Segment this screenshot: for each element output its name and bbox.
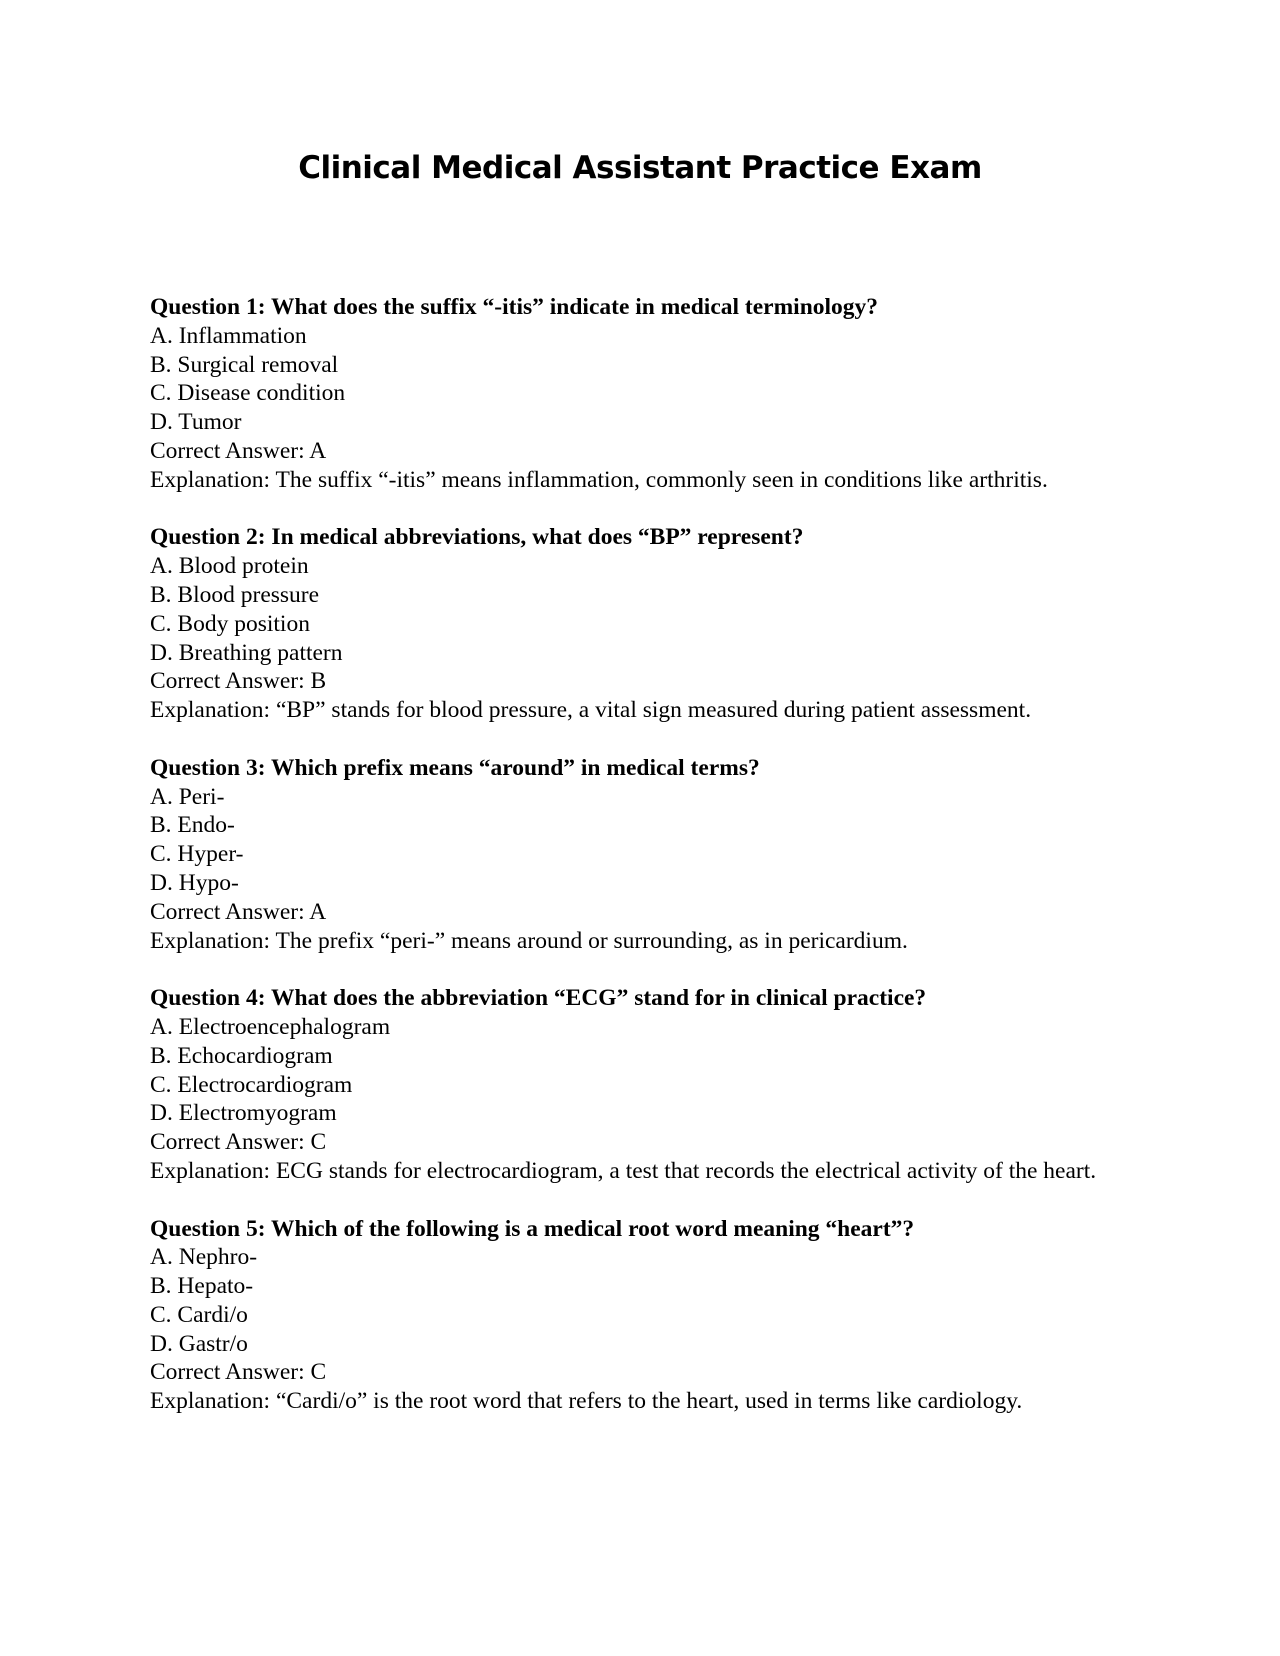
option-c: C. Body position [150, 610, 310, 637]
question-2 [150, 523, 1150, 725]
correct-answer: Correct Answer: C [150, 1129, 327, 1156]
option-c: C. Hyper- [150, 841, 244, 868]
option-b: B. Endo- [150, 812, 235, 839]
question-5 [150, 1215, 1150, 1417]
option-b: B. Blood pressure [150, 581, 320, 608]
explanation: Explanation: The suffix “-itis” means inflammation, commonly seen in conditions like arthritis. [150, 466, 1048, 493]
question-title: Question 4: What does the abbreviation “ECG” stand for in clinical practice? [150, 985, 927, 1012]
question-title: Question 1: What does the suffix “-itis” indicate in medical terminology? [150, 294, 879, 320]
option-d: D. Electromyogram [150, 1100, 337, 1127]
explanation: Explanation: ECG stands for electrocardiogram, a test that records the electrical activity of the heart. [150, 1157, 1097, 1184]
option-a: A. Electroencephalogram [150, 1013, 391, 1040]
option-d: D. Tumor [150, 409, 242, 436]
option-b: B. Surgical removal [150, 351, 339, 378]
document-title: Clinical Medical Assistant Practice Exam [298, 150, 982, 186]
correct-answer: Correct Answer: C [150, 1359, 327, 1386]
explanation: Explanation: “BP” stands for blood pressure, a vital sign measured during patient assessment. [150, 697, 1032, 724]
correct-answer: Correct Answer: A [150, 437, 327, 464]
option-a: A. Nephro- [150, 1244, 258, 1271]
option-a: A. Inflammation [150, 322, 307, 349]
option-d: D. Hypo- [150, 869, 239, 896]
option-c: C. Disease condition [150, 380, 346, 407]
explanation: Explanation: “Cardi/o” is the root word that refers to the heart, used in terms like cardiology. [150, 1388, 1023, 1415]
option-c: C. Cardi/o [150, 1301, 248, 1328]
question-list [150, 293, 1150, 1445]
explanation: Explanation: The prefix “peri-” means around or surrounding, as in pericardium. [150, 927, 908, 954]
question-3 [150, 754, 1150, 956]
option-c: C. Electrocardiogram [150, 1071, 353, 1098]
option-b: B. Hepato- [150, 1273, 254, 1300]
question-title: Question 2: In medical abbreviations, what does “BP” represent? [150, 524, 804, 551]
option-d: D. Breathing pattern [150, 639, 343, 666]
question-title: Question 5: Which of the following is a medical root word meaning “heart”? [150, 1215, 915, 1242]
option-b: B. Echocardiogram [150, 1042, 333, 1069]
question-title: Question 3: Which prefix means “around” in medical terms? [150, 754, 760, 781]
option-a: A. Peri- [150, 783, 225, 810]
option-d: D. Gastr/o [150, 1330, 248, 1357]
option-a: A. Blood protein [150, 553, 309, 580]
question-1 [150, 293, 1150, 495]
correct-answer: Correct Answer: B [150, 668, 327, 695]
question-4 [150, 984, 1150, 1186]
correct-answer: Correct Answer: A [150, 898, 327, 925]
